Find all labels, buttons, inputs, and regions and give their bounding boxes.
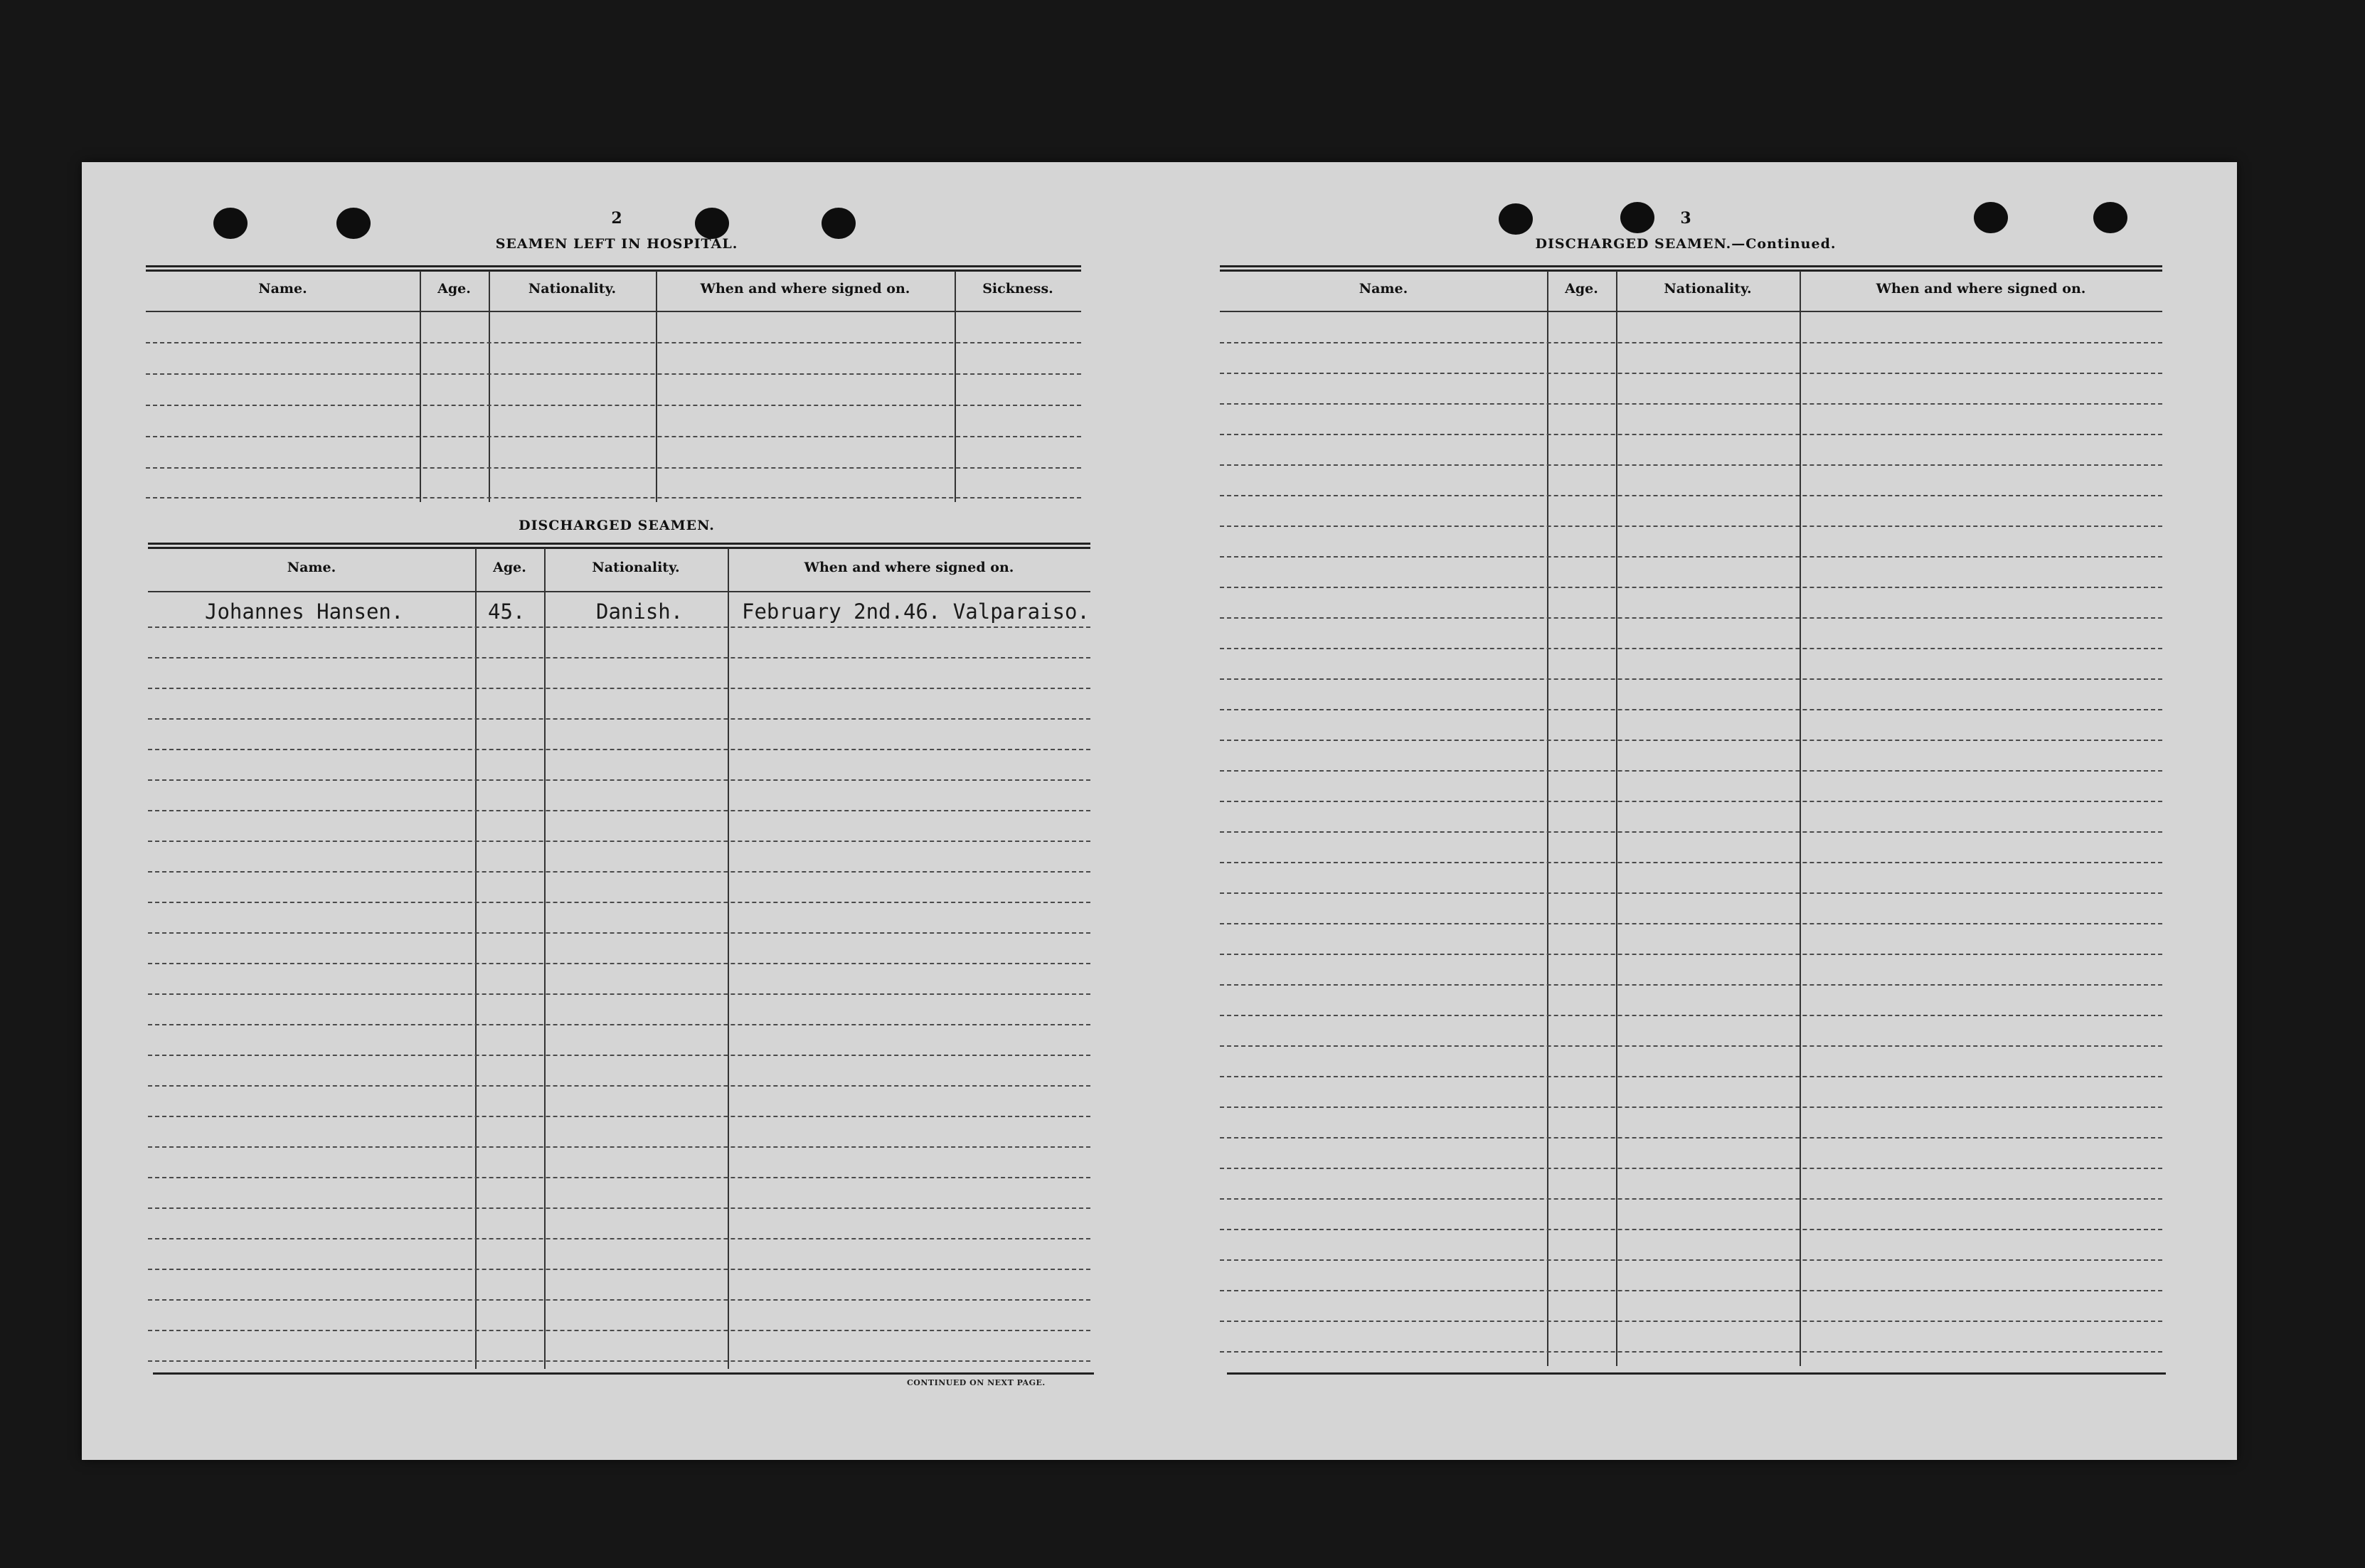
punch-hole bbox=[822, 208, 856, 239]
entry-name: Johannes Hansen. bbox=[205, 599, 404, 624]
right-bottom-rule bbox=[1227, 1372, 2166, 1375]
hospital-table bbox=[146, 265, 1081, 503]
punch-hole bbox=[1974, 202, 2008, 233]
punch-hole bbox=[1499, 203, 1533, 235]
continued-note: CONTINUED ON NEXT PAGE. bbox=[907, 1378, 1046, 1387]
punch-hole bbox=[213, 208, 248, 239]
manifest-sheet bbox=[82, 162, 2237, 1460]
left-bottom-rule bbox=[153, 1372, 1094, 1375]
discharged-continued-heading: DISCHARGED SEAMEN.—Continued. bbox=[1535, 236, 1837, 252]
right-col-name: Name. bbox=[1359, 281, 1408, 297]
entry-signed-on: February 2nd.46. Valparaiso. bbox=[742, 599, 1090, 624]
discharged-col-name: Name. bbox=[287, 560, 336, 575]
entry-age: 45. bbox=[488, 599, 526, 624]
right-col-signed-on: When and where signed on. bbox=[1876, 281, 2086, 297]
hospital-heading: SEAMEN LEFT IN HOSPITAL. bbox=[495, 236, 738, 252]
discharged-table-left bbox=[148, 543, 1090, 1369]
hospital-col-signed-on: When and where signed on. bbox=[700, 281, 910, 297]
discharged-table-right bbox=[1220, 265, 2162, 1367]
discharged-col-signed-on: When and where signed on. bbox=[804, 560, 1014, 575]
page-number-right: 3 bbox=[1680, 209, 1691, 228]
right-col-age: Age. bbox=[1565, 281, 1598, 297]
punch-hole bbox=[2093, 202, 2127, 233]
discharged-heading: DISCHARGED SEAMEN. bbox=[519, 518, 715, 533]
punch-hole bbox=[336, 208, 371, 239]
hospital-col-sickness: Sickness. bbox=[982, 281, 1053, 297]
discharged-col-nationality: Nationality. bbox=[592, 560, 680, 575]
hospital-col-name: Name. bbox=[258, 281, 307, 297]
entry-nationality: Danish. bbox=[596, 599, 684, 624]
hospital-col-age: Age. bbox=[437, 281, 471, 297]
hospital-col-nationality: Nationality. bbox=[528, 281, 617, 297]
page-number-left: 2 bbox=[611, 209, 622, 228]
discharged-col-age: Age. bbox=[493, 560, 526, 575]
punch-hole bbox=[695, 208, 729, 239]
right-col-nationality: Nationality. bbox=[1664, 281, 1752, 297]
punch-hole bbox=[1620, 202, 1654, 233]
